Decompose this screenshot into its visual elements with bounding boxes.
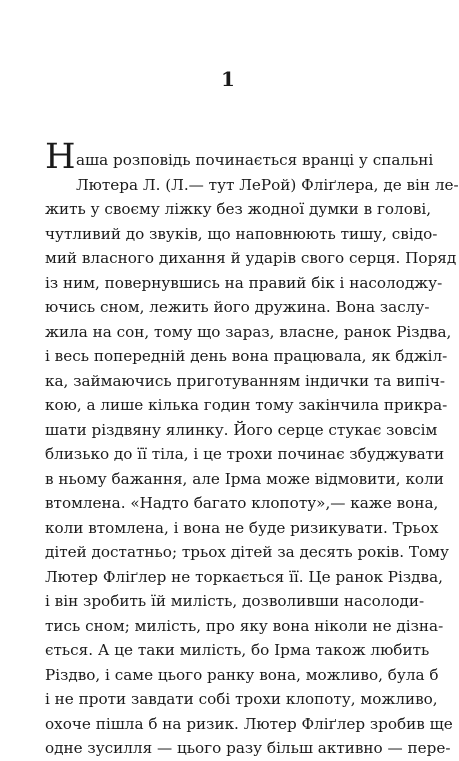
text-line: охоче пішла б на ризик. Лютер Фліґлер зробив ще: [45, 714, 453, 733]
text-line: в ньому бажання, але Ірма може відмовити, коли: [45, 469, 444, 488]
text-line: Лютера Л. (Л.— тут ЛеРой) Фліґлера, де він ле-: [76, 175, 459, 194]
text-line: аша розповідь починається вранці у спальні: [76, 151, 434, 169]
text-line: і він зробить їй милість, дозволивши насолоди-: [45, 592, 425, 610]
text-line: ючись сном, лежить його дружина. Вона заслу-: [45, 298, 430, 316]
text-line: втомлена. «Надто багато клопоту»,— каже вона,: [45, 494, 439, 512]
text-line: кою, а лише кілька годин тому закінчила прикра-: [45, 396, 448, 414]
text-line: жить у своєму ліжку без жодної думки в голові,: [45, 200, 432, 218]
text-line: із ним, повернувшись на правий бік і насолоджу-: [45, 273, 443, 292]
text-line: Лютер Фліґлер не торкається її. Це ранок Різдва,: [45, 567, 443, 586]
chapter-number: 1: [221, 67, 235, 91]
text-line: ка, займаючись приготуванням індички та випіч-: [45, 371, 446, 390]
text-line: Різдво, і саме цього ранку вона, можливо, була б: [45, 665, 439, 684]
text-line: і не проти завдати собі трохи клопоту, можливо,: [45, 690, 438, 708]
text-line: і весь попередній день вона працювала, як бджіл-: [45, 347, 448, 365]
text-line: дітей достатньо; трьох дітей за десять років. Тому: [45, 543, 449, 561]
text-line: одне зусилля — цього разу більш активно — пере-: [45, 739, 451, 757]
text-line: коли втомлена, і вона не буде ризикувати. Трьох: [45, 518, 439, 537]
text-line: ється. А це таки милість, бо Ірма також любить: [45, 641, 430, 659]
text-line: шати різдвяну ялинку. Його серце стукає зовсім: [45, 420, 438, 439]
drop-cap: Н: [45, 137, 76, 177]
text-line: мий власного дихання й ударів свого серця. Поряд: [45, 249, 457, 267]
text-line: чутливий до звуків, що наповнюють тишу, свідо-: [45, 224, 438, 243]
body-text: [45, 148, 459, 761]
text-line: жила на сон, тому що зараз, власне, ранок Різдва,: [45, 322, 452, 341]
text-line: тись сном; милість, про яку вона ніколи не дізна-: [45, 616, 444, 635]
text-line: близько до її тіла, і це трохи починає збуджувати: [45, 445, 445, 463]
